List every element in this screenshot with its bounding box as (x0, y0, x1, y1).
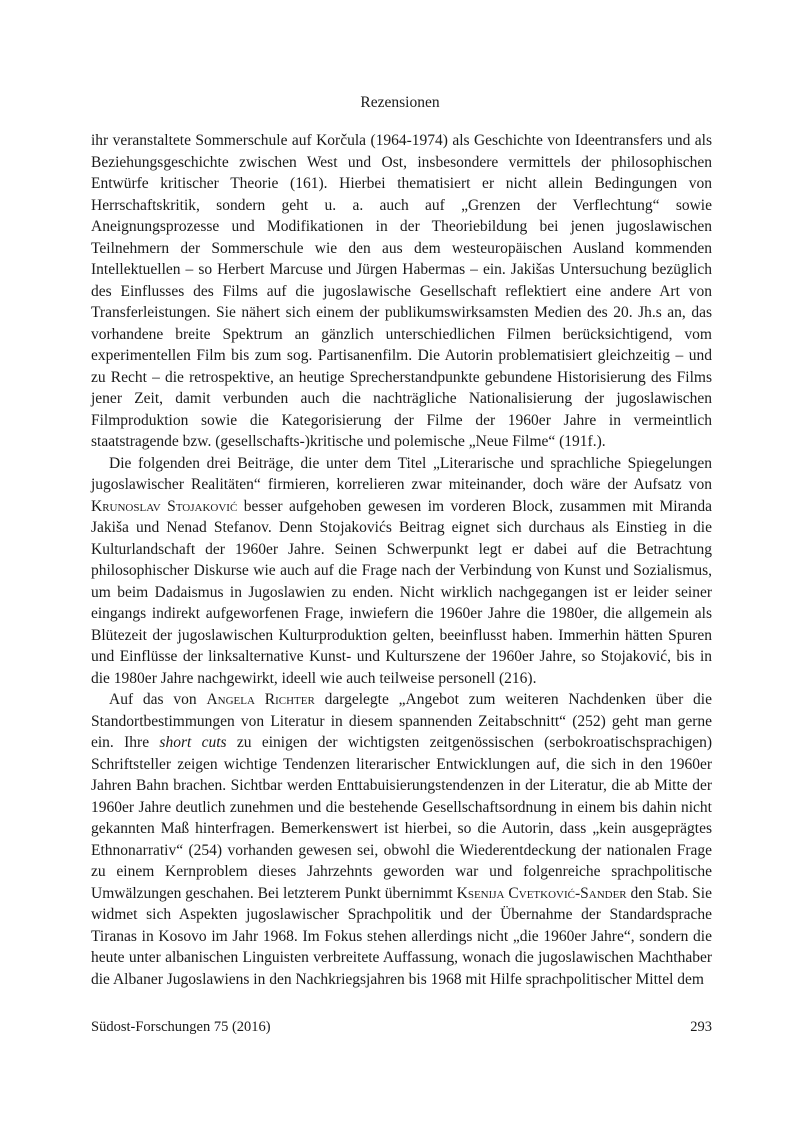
paragraph-3-part-4: den Stab. Sie widmet sich Aspekten jugoslawischer Sprachpolitik und der Übernahme der Standardsprache Tiranas in Kosovo im Jahr 1968. Im Fokus stehen allerdings nicht „die 1960er Jahre“, sondern die heute unter albanischen Linguisten verbreitete Auffassung, wonach die jugoslawischen Machthaber die Albaner Jugoslawiens in den Nachkriegsjahren bis 1968 mit Hilfe sprachpolitischer Mittel dem (91, 884, 712, 988)
paragraph-3 (91, 689, 712, 990)
paragraph-3-part-3: zu einigen der wichtigsten zeitgenössischen (serbokroatischsprachigen) Schriftsteller zeigen wichtige Tendenzen literarischer Entwicklungen auf, die sich in den 1960er Jahren Bahn brachen. Sichtbar werden Enttabuisierungstendenzen in der Literatur, die ab Mitte der 1960er Jahre deutlich zunehmen und die bestehende Gesellschaftsordnung in einem bis dahin nicht gekannten Maß hinterfragen. Bemerkenswert ist hierbei, so die Autorin, dass „kein ausgeprägtes Ethnonarrativ“ (254) vorhanden gewesen sei, obwohl die Wiederentdeckung der nationalen Frage zu einem Kernproblem dieses Jahrzehnts geworden war und folgenreiche sprachpolitische Umwälzungen geschahen. Bei letzterem Punkt übernimmt (91, 734, 712, 902)
page-number: 293 (690, 1019, 712, 1035)
paragraph-2 (91, 453, 712, 690)
body-text (91, 130, 712, 990)
paragraph-3-part-2: dargelegte „Angebot zum weiteren Nachdenken über die Standortbestimmungen von Literatur in diesem spannenden Zeitabschnitt“ (252) geht man gerne ein. Ihre (91, 691, 712, 751)
author-name-cvetkovic-sander: Ksenija Cvetković-Sander (456, 884, 627, 902)
italic-term-short-cuts: short cuts (159, 734, 227, 751)
author-name-richter: Angela Richter (206, 691, 315, 708)
paragraph-2-part-2: besser aufgehoben gewesen im vorderen Block, zusammen mit Miranda Jakiša und Nenad Stefanov. Denn Stojakovićs Beitrag eignet sich durchaus als Einstieg in die Kulturlandschaft der 1960er Jahre. Seinen Schwerpunkt legt er dabei auf die Betrachtung philosophischer Diskurse wie auch auf die Frage nach der Verbindung von Kunst und Sozialismus, um beim Dadaismus in Jugoslawien zu enden. Nicht wirklich nachgegangen ist er leider seiner eingangs indirekt aufgeworfenen Frage, inwiefern die 1960er Jahre die 1980er, die allgemein als Blütezeit der jugoslawischen Kulturproduktion gelten, beeinflusst haben. Immerhin hätten Spuren und Einflüsse der linksalternative Kunst- und Kulturszene der 1960er Jahre, so Stojaković, bis in die 1980er Jahre nachgewirkt, ideell wie auch teilweise personell (216). (91, 497, 712, 687)
running-head: Rezensionen (360, 94, 440, 111)
journal-citation: Südost-Forschungen 75 (2016) (91, 1019, 271, 1035)
paragraph-3-part-1: Auf das von (109, 691, 207, 708)
paragraph-2-part-1: Die folgenden drei Beiträge, die unter dem Titel „Literarische und sprachliche Spiegelungen jugoslawischer Realitäten“ firmieren, korrelieren zwar miteinander, doch wäre der Aufsatz von (91, 454, 712, 493)
paragraph-1: ihr veranstaltete Sommerschule auf Korčula (1964-1974) als Geschichte von Ideentransfers und als Beziehungsgeschichte zwischen West und Ost, insbesondere vermittels der philosophischen Entwürfe kritischer Theorie (161). Hierbei thematisiert er nicht allein Bedingungen von Herrschaftskritik, sondern geht u. a. auch auf „Grenzen der Verflechtung“ sowie Aneignungsprozesse und Modifikationen in der Theoriebildung bei jenen jugoslawischen Teilnehmern der Sommerschule wie den aus dem westeuropäischen Ausland kommenden Intellektuellen – so Herbert Marcuse und Jürgen Habermas – ein. Jakišas Untersuchung bezüglich des Einflusses des Films auf die jugoslawische Gesellschaft reflektiert eine andere Art von Transferleistungen. Sie nähert sich einem der publikumswirksamsten Medien des 20. Jh.s an, das vorhandene breite Spektrum an gänzlich unterschiedlichen Filmen berücksichtigend, vom experimentellen Film bis zum sog. Partisanenfilm. Die Autorin problematisiert gleichzeitig – und zu Recht – die retrospektive, an heutige Sprecherstandpunkte gebundene Historisierung des Films jener Zeit, damit verbunden auch die nachträgliche Nationalisierung der jugoslawischen Filmproduktion sowie die Kategorisierung der Filme der 1960er Jahre in vermeintlich staatstragende bzw. (gesellschafts-)kritische und polemische „Neue Filme“ (191f.). (91, 132, 712, 450)
author-name-stojakovic: Krunoslav Stojaković (91, 497, 238, 515)
